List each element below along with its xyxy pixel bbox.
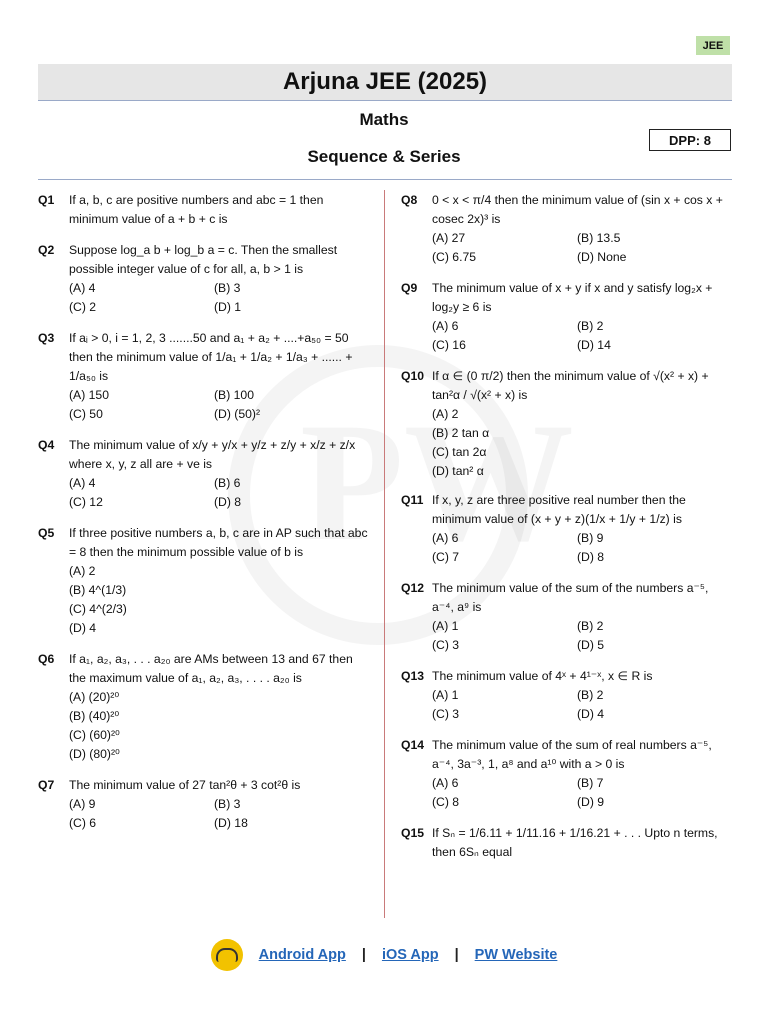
question-item (401, 736, 733, 812)
question-number: Q11 (401, 493, 424, 507)
question-body (69, 524, 368, 638)
answer-option: (D) 1 (214, 300, 242, 314)
answer-option: (A) 6 (432, 319, 459, 333)
answer-option: (C) 12 (69, 495, 103, 509)
answer-option: (D) 14 (577, 338, 611, 352)
answer-option: (C) 6.75 (432, 250, 477, 264)
answer-option: (C) 6 (69, 816, 97, 830)
question-number: Q4 (38, 438, 55, 452)
question-number: Q6 (38, 652, 55, 666)
answer-option: (A) 1 (432, 619, 459, 633)
topic-heading: Sequence & Series (307, 147, 461, 166)
question-item (38, 436, 368, 512)
answer-options (432, 317, 733, 355)
question-number: Q5 (38, 526, 55, 540)
answer-option: (C) 4^(2/3) (69, 602, 127, 616)
question-body (432, 279, 733, 355)
question-number: Q7 (38, 778, 55, 792)
answer-option: (C) tan 2α (432, 445, 487, 459)
question-text: If α ∈ (0 π/2) then the minimum value of √(x² + x) + tan²α / √(x² + x) is (432, 369, 709, 402)
answer-options (432, 774, 733, 812)
question-body (432, 491, 733, 567)
question-body (69, 650, 368, 764)
question-body (69, 436, 368, 512)
answer-option: (B) 100 (214, 388, 254, 402)
answer-option: (B) 9 (577, 531, 604, 545)
answer-option: (A) 6 (432, 531, 459, 545)
answer-option: (B) 6 (214, 476, 241, 490)
answer-options (69, 279, 368, 317)
answer-option: (A) 6 (432, 776, 459, 790)
answer-option: (D) 18 (214, 816, 248, 830)
answer-option: (D) (80)²⁰ (69, 747, 120, 761)
question-text: The minimum value of the sum of real numbers a⁻⁵, a⁻⁴, 3a⁻³, 1, a⁸ and a¹⁰ with a > 0 is (432, 738, 712, 771)
question-number: Q1 (38, 193, 55, 207)
answer-option: (D) tan² α (432, 464, 484, 478)
question-item (38, 329, 368, 424)
question-item (401, 279, 733, 355)
answer-option: (C) 8 (432, 795, 460, 809)
answer-option: (C) (60)²⁰ (69, 728, 120, 742)
question-text: The minimum value of x/y + y/x + y/z + z/y + x/z + z/x where x, y, z all are + ve is (69, 438, 356, 471)
answer-option: (C) 3 (432, 707, 460, 721)
answer-option: (C) 7 (432, 550, 460, 564)
answer-option: (A) 4 (69, 281, 96, 295)
answer-options (69, 386, 368, 424)
question-item (38, 650, 368, 764)
question-body (432, 579, 733, 655)
answer-option: (A) 2 (69, 564, 96, 578)
answer-option: (A) 150 (69, 388, 109, 402)
question-number: Q10 (401, 369, 425, 383)
answer-options (69, 795, 368, 833)
column-divider (384, 190, 385, 918)
question-item (401, 667, 733, 724)
question-text: If x, y, z are three positive real number then the minimum value of (x + y + z)(1/x + 1/y + 1/z) is (432, 493, 686, 526)
question-item (38, 776, 368, 833)
answer-options (432, 229, 733, 267)
answer-option: (A) 1 (432, 688, 459, 702)
answer-options (69, 474, 368, 512)
left-question-column (38, 191, 368, 847)
question-text: Suppose log_a b + log_b a = c. Then the smallest possible integer value of c for all, a, b > 1 is (69, 243, 338, 276)
question-number: Q8 (401, 193, 418, 207)
answer-option: (D) (50)² (214, 407, 261, 421)
question-item (401, 191, 733, 267)
question-text: 0 < x < π/4 then the minimum value of (sin x + cos x + cosec 2x)³ is (432, 193, 723, 226)
question-body (432, 824, 733, 862)
answer-options (69, 688, 368, 764)
android-app-link[interactable]: Android App (258, 947, 346, 963)
footer-separator: | (361, 947, 366, 963)
answer-option: (D) 8 (214, 495, 242, 509)
answer-option: (D) 4 (577, 707, 605, 721)
answer-option: (A) 2 (432, 407, 459, 421)
question-text: If a, b, c are positive numbers and abc = 1 then minimum value of a + b + c is (69, 193, 324, 226)
question-number: Q3 (38, 331, 55, 345)
answer-options (432, 405, 733, 481)
question-text: If a₁, a₂, a₃, . . . a₂₀ are AMs between 13 and 67 then the maximum value of a₁, a₂, a₃, . . . . a₂₀ is (69, 652, 353, 685)
question-number: Q12 (401, 581, 425, 595)
answer-option: (B) 3 (214, 281, 241, 295)
question-item (38, 241, 368, 317)
answer-options (432, 529, 733, 567)
question-text: The minimum value of the sum of the numbers a⁻⁵, a⁻⁴, a⁹ is (432, 581, 709, 614)
question-text: If three positive numbers a, b, c are in AP such that abc = 8 then the minimum possible value of b is (69, 526, 368, 559)
question-body (432, 736, 733, 812)
question-number: Q9 (401, 281, 418, 295)
dpp-badge: DPP: 8 (649, 129, 731, 151)
answer-option: (D) None (577, 250, 627, 264)
question-text: If Sₙ = 1/6.11 + 1/11.16 + 1/16.21 + . . . Upto n terms, then 6Sₙ equal (432, 826, 718, 859)
question-body (432, 367, 733, 481)
question-number: Q15 (401, 826, 425, 840)
answer-option: (C) 3 (432, 638, 460, 652)
question-body (69, 191, 368, 229)
answer-option: (B) 13.5 (577, 231, 621, 245)
question-item (401, 367, 733, 481)
answer-option: (C) 16 (432, 338, 466, 352)
question-body (432, 191, 733, 267)
answer-option: (A) (20)²⁰ (69, 690, 120, 704)
answer-option: (D) 5 (577, 638, 605, 652)
question-item (401, 579, 733, 655)
subject-heading: Maths (359, 110, 409, 129)
question-text: The minimum value of 27 tan²θ + 3 cot²θ is (69, 778, 301, 792)
answer-option: (C) 2 (69, 300, 97, 314)
page-title: Arjuna JEE (2025) (38, 64, 732, 101)
answer-option: (D) 9 (577, 795, 605, 809)
pw-website-link[interactable]: PW Website (474, 947, 558, 963)
question-body (432, 667, 733, 724)
ios-app-link[interactable]: iOS App (381, 947, 439, 963)
right-question-column (401, 191, 733, 876)
question-item (401, 824, 733, 862)
question-item (38, 191, 368, 229)
customer-service-icon (211, 939, 243, 971)
answer-option: (B) 2 (577, 619, 604, 633)
exam-tag: JEE (696, 36, 730, 55)
question-body (69, 241, 368, 317)
answer-option: (C) 50 (69, 407, 103, 421)
answer-option: (B) 2 (577, 319, 604, 333)
answer-options (432, 617, 733, 655)
question-text: The minimum value of x + y if x and y satisfy log₂x + log₂y ≥ 6 is (432, 281, 713, 314)
answer-option: (B) 4^(1/3) (69, 583, 127, 597)
question-number: Q14 (401, 738, 425, 752)
answer-option: (A) 9 (69, 797, 96, 811)
answer-option: (D) 4 (69, 621, 97, 635)
answer-option: (B) (40)²⁰ (69, 709, 120, 723)
answer-option: (A) 27 (432, 231, 466, 245)
answer-options (69, 562, 368, 638)
question-body (69, 776, 368, 833)
question-item (401, 491, 733, 567)
answer-option: (B) 7 (577, 776, 604, 790)
question-body (69, 329, 368, 424)
question-text: The minimum value of 4ˣ + 4¹⁻ˣ, x ∈ R is (432, 669, 653, 683)
footer-links (0, 938, 768, 972)
answer-option: (A) 4 (69, 476, 96, 490)
answer-option: (B) 3 (214, 797, 241, 811)
question-number: Q13 (401, 669, 425, 683)
header-divider (38, 179, 732, 180)
answer-option: (B) 2 (577, 688, 604, 702)
question-item (38, 524, 368, 638)
question-number: Q2 (38, 243, 55, 257)
answer-option: (B) 2 tan α (432, 426, 490, 440)
answer-option: (D) 8 (577, 550, 605, 564)
answer-options (432, 686, 733, 724)
question-text: If aᵢ > 0, i = 1, 2, 3 .......50 and a₁ + a₂ + ....+a₅₀ = 50 then the minimum value of 1/a₁ + 1/a₂ + 1/a₃ + ...... + 1/a₅₀ is (69, 331, 353, 383)
footer-separator: | (454, 947, 459, 963)
